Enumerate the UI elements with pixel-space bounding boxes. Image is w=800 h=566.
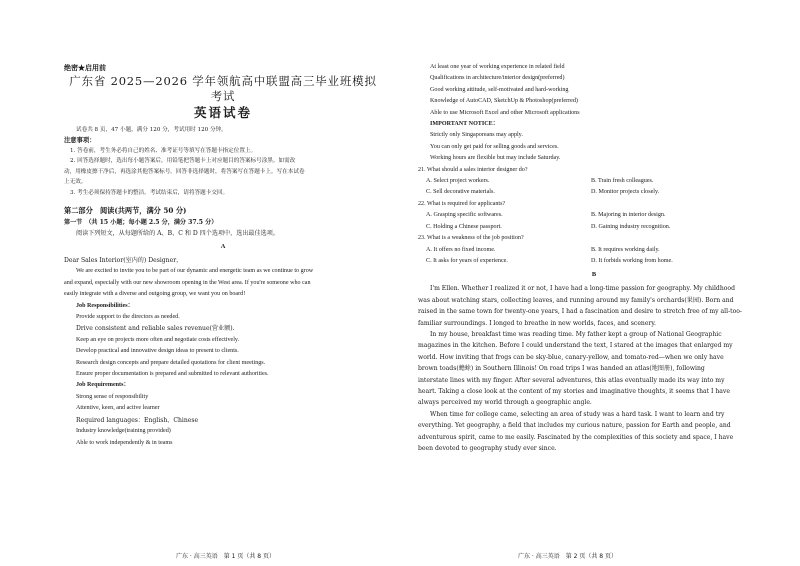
section-one-heading: 第一节 （共 15 小题；每小题 2.5 分，满分 37.5 分） [64,219,218,226]
note-item: 2. 回答选择题时，选出每小题答案后，用铅笔把答题卡上对应题目的答案标号涂黑。如需改 [70,158,296,164]
option: B. It requires working daily. [591,246,660,253]
passage-b-line: everything. Yet geography, a field that includes my curious nature, passion for Earth and people, and [418,422,731,430]
passage-a-line: easily integrate with a diverse and outgoing group, we want you on board! [64,291,246,298]
requirement-item: Qualifications in architecture/interior design(preferred) [430,75,565,82]
notice-item: Strictly only Singaporeans may apply. [430,132,523,139]
requirement-item: Industry knowledge(training provided) [76,428,171,435]
passage-b-line: adventurous spirit, came to me easily. Fascinated by the complexities of this society and space, I have [418,433,734,441]
option-row [418,245,770,256]
option: D. Monitor projects closely. [591,189,660,196]
requirement-item: Required languages：English、Chinese [76,416,199,424]
option: C. Sell decorative materials. [426,189,495,196]
passage-b-line: familiar surroundings. I longed to breathe in new worlds, faces, and scenery. [418,319,656,327]
requirement-item: At least one year of working experience in related field [430,64,565,70]
requirement-item: Able to work independently & in teams [76,439,173,446]
notes-heading: 注意事项： [64,136,96,144]
passage-b-line: raised in the same town for twenty-one years, I had a fascination and desire to stretch free of my all-too- [418,308,742,316]
option: A. It offers no fixed income. [426,246,496,253]
requirement-item: Able to use Microsoft Excel and other Microsoft applications [430,109,580,116]
passage-b-line: was about watching stars, collecting leaves, and running around my family's orchards(果园). Born and [418,296,734,304]
passage-b-line: world. How inviting that frogs can be sky-blue, canary-yellow, and tomato-red—when we only have [418,353,724,361]
page-two-footer: 广东 · 高三英语 第 2 页（共 8 页） [518,553,617,560]
requirement-item: Strong sense of responsibility [76,393,149,400]
passage-a-line: and expand, especially with our new showroom opening in the West area. If you're someone who can [64,279,311,286]
notice-item: Working hours are flexible but may include Saturday. [430,155,561,162]
question-stem: 22. What is required for applicants? [418,200,506,207]
page-one-footer: 广东 · 高三英语 第 1 页（共 8 页） [176,553,275,560]
passage-b-line: When time for college came, selecting an area of study was a hard task. I want to learn and try [430,410,725,418]
responsibility-item: Ensure proper documentation is prepared and submitted to relevant authorities. [76,371,269,378]
option: B. Train fresh colleagues. [591,178,654,185]
salutation: Dear Sales Interior(室内的) Designer， [64,257,183,264]
requirement-item: Good working attitude, self-motivated and hard-working [430,86,569,93]
question-stem: 21. What should a sales interior designer do? [418,166,528,173]
note-item: 动，用橡皮擦干净后，再选涂其他答案标号。回答非选择题时，将答案写在答题卡上。写在本试卷 [64,168,305,175]
passage-b-line: been devoted to geography study ever since. [418,445,557,452]
option-row [418,222,770,233]
responsibility-item: Research design concepts and prepare detailed quotations for client meetings. [76,359,266,366]
secret-mark: 绝密★启用前 [64,63,106,72]
option: D. Gaining industry recognition. [591,223,671,230]
passage-b-line: brown toads(蟾蜍) in Southern Illinois! On road trips I was handed an atlas(地图册), following [418,365,705,373]
option: C. It asks for years of experience. [426,257,508,264]
exam-intro: 试卷共 8 页，47 小题，满分 120 分，考试用时 120 分钟。 [76,127,227,133]
passage-b-line: always perceived my world through a geographic angle. [418,399,592,407]
option: A. Select project workers. [426,178,490,185]
requirement-item: Attentive, keen, and active learner [76,405,160,412]
option-row [418,187,770,198]
responsibility-item: Develop practical and innovative design ideas to present to clients. [76,348,239,355]
option-row [418,210,770,221]
question-stem: 23. What is a weakness of the job position? [418,235,524,242]
passage-b-line: interstate lines with my finger. After several adventures, this atlas eventually made its way into my [418,376,725,384]
passage-b-line: magazines in the kitchen. Before I could understand the text, I stared at the images that enlarged my [418,342,733,350]
passage-b-letter: B [591,271,597,279]
part-two-heading: 第二部分 阅读(共两节，满分 50 分) [64,206,187,215]
section-instruction: 阅读下列短文，从每题所给的 A、B、C 和 D 四个选项中，选出最佳选项。 [76,230,279,237]
responsibility-item: Provide support to the directors as needed. [76,314,180,321]
passage-a-letter: A [220,243,226,250]
responsibility-item: Keep an eye on projects more often and negotiate costs effectively. [76,336,240,343]
passage-b-line: I'm Ellen. Whether I realized it or not, I have had a long-time passion for geography. My childhood [430,285,735,293]
option: A. Grasping specific softwares. [426,212,503,219]
notice-heading: IMPORTANT NOTICE： [430,121,499,128]
note-item: 1. 答卷前，考生务必将自己的姓名、准考证号等填写在答题卡指定位置上。 [70,147,257,154]
option-row [418,176,770,187]
requirement-item: Knowledge of AutoCAD, SketchUp & Photoshop(preferred) [430,98,578,105]
option: B. Majoring in interior design. [591,212,666,219]
option-row [418,256,770,267]
note-item: 3. 考生必须保持答题卡的整洁。考试结束后，请将答题卡交回。 [70,189,229,196]
option: C. Holding a Chinese passport. [426,223,502,230]
option: D. It forbids working from home. [591,257,673,264]
requirements-heading: Job Requirements： [76,382,130,389]
exam-subject-title: 英语试卷 [193,105,252,120]
responsibilities-heading: Job Responsibilities： [76,302,134,309]
responsibility-item: Drive consistent and reliable sales revenue(营业额). [76,325,235,333]
passage-b-line: In my house, breakfast time was reading time. My father kept a group of National Geographic [430,330,722,338]
notice-item: You can only get paid for selling goods and services. [430,143,559,150]
passage-b-line: heart. Taking a close look at the content of my stories and imaginative thoughts, it seems that I have [418,387,730,395]
exam-title: 广东省 2025—2026 学年领航高中联盟高三毕业班模拟考试 [69,74,377,103]
note-item: 上无效。 [64,179,87,185]
page-two [400,0,800,566]
passage-a-line: We are excited to invite you to be part of our dynamic and energetic team as we continue to grow [76,268,314,275]
